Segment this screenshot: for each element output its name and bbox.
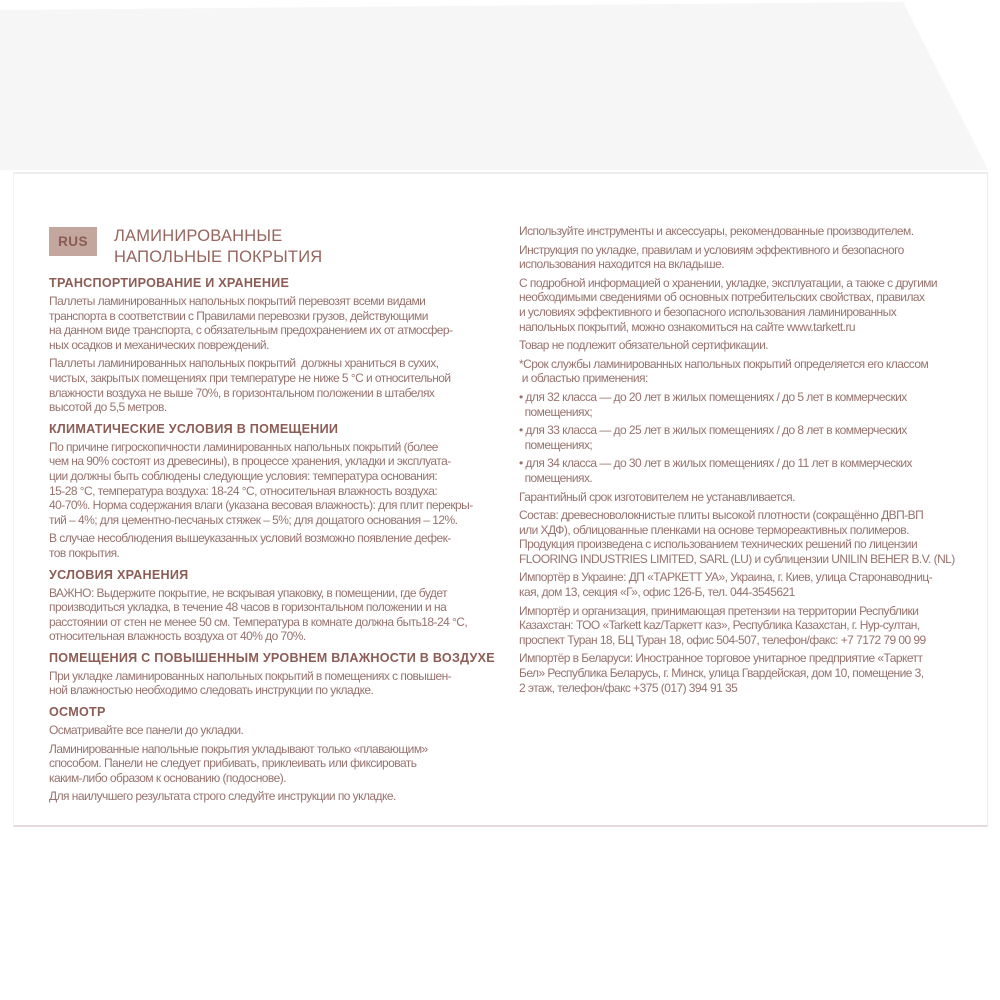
- text-line: расстоянии от стен не менее 50 см. Температура в комнате должна быть18-24 °С,: [49, 614, 468, 629]
- text-line: Казахстан: ТОО «Tarkett kaz/Таркетт каз», Республика Казахстан, г. Нур-султан,: [519, 618, 920, 633]
- paragraph: [519, 243, 974, 272]
- paragraph: [519, 224, 974, 239]
- text-line: Импортёр и организация, принимающая претензии на территории Республики: [519, 603, 919, 618]
- text-line: помещениях;: [519, 437, 593, 452]
- text-line: кая, дом 13, секция «Г», офис 126-Б, тел. 044-3545621: [519, 585, 795, 600]
- paragraph: [49, 531, 499, 560]
- text-line: ной влажностью необходимо следовать инструкции по укладке.: [49, 683, 374, 698]
- text-line: транспорта в соответствии с Правилами перевозки грузов, действующими: [49, 308, 428, 323]
- text-line: Используйте инструменты и аксессуары, рекомендованные производителем.: [519, 224, 914, 238]
- left-column: [49, 226, 499, 808]
- paragraph: [519, 338, 974, 353]
- document-page: [13, 172, 988, 827]
- text-line: Осматривайте все панели до укладки.: [49, 723, 244, 738]
- text-line: Товар не подлежит обязательной сертификации.: [519, 338, 769, 353]
- text-line: относительная влажность воздуха от 40% до 70%.: [49, 629, 306, 644]
- paragraph: [519, 651, 974, 695]
- text-line: тов покрытия.: [49, 545, 120, 560]
- text-line: помещениях.: [519, 470, 593, 485]
- text-line: чем на 90% состоят из древесины), в процессе хранения, укладки и эксплуата-: [49, 454, 451, 469]
- document-title: [114, 226, 322, 267]
- paragraph: [49, 742, 499, 786]
- text-line: FLOORING INDUSTRIES LIMITED, SARL (LU) и сублицензии UNILIN BEHER B.V. (NL): [519, 551, 955, 566]
- text-line: Импортёр в Украине: ДП «ТАРКЕТТ УА», Украина, г. Киев, улица Старонаводниц-: [519, 570, 933, 585]
- text-line: Паллеты ламинированных напольных покрытий перевозят всеми видами: [49, 294, 426, 308]
- paragraph: [49, 356, 499, 414]
- text-line: влажности воздуха не выше 70%, в горизонтальном положении в штабелях: [49, 385, 435, 400]
- paragraph: [519, 570, 974, 599]
- paragraph: [49, 723, 499, 738]
- text-line: С подробной информацией о хранении, укладке, эксплуатации, а также с другими: [519, 275, 938, 290]
- right-column-blocks: [519, 224, 974, 695]
- document-header: [49, 226, 499, 267]
- text-line: Продукция произведена с использованием технических решений по лицензии: [519, 537, 918, 552]
- text-line: 15-28 °С, температура воздуха: 18-24 °С, относительная влажность воздуха:: [49, 483, 438, 498]
- paragraph: [519, 357, 974, 386]
- text-line: помещениях;: [519, 404, 593, 419]
- paragraph: [519, 390, 974, 419]
- text-line: использования находится на вкладыше.: [519, 257, 724, 272]
- text-line: 40-70%. Норма содержания влаги (указана весовая влажность): для плит перекры-: [49, 498, 473, 513]
- text-line: *Срок службы ламинированных напольных покрытий определяется его классом: [519, 356, 929, 371]
- text-line: чистых, закрытых помещениях при температуре не ниже 5 °С и относительной: [49, 370, 451, 385]
- text-line: • для 34 класса — до 30 лет в жилых помещениях / до 11 лет в коммерческих: [519, 456, 912, 471]
- section-heading: УСЛОВИЯ ХРАНЕНИЯ: [49, 567, 189, 582]
- text-line: Импортёр в Беларуси: Иностранное торговое унитарное предприятие «Таркетт: [519, 651, 923, 666]
- section-heading: ПОМЕЩЕНИЯ С ПОВЫШЕННЫМ УРОВНЕМ ВЛАЖНОСТИ В ВОЗДУХЕ: [49, 650, 495, 665]
- text-line: 2 этаж, телефон/факс +375 (017) 394 91 35: [519, 680, 738, 695]
- text-line: каким-либо образом к основанию (подоснове).: [49, 770, 286, 785]
- paragraph: [519, 508, 974, 566]
- text-line: на данном виде транспорта, с обязательным предохранением их от атмосфер-: [49, 323, 453, 338]
- text-line: ции должны быть соблюдены следующие условия: температура основания:: [49, 468, 438, 483]
- paragraph: [519, 423, 974, 452]
- paragraph: [49, 789, 499, 804]
- text-line: способом. Панели не следует прибивать, приклеивать или фиксировать: [49, 756, 417, 771]
- text-line: или ХДФ), облицованные пленками на основе термореактивных полимеров.: [519, 522, 909, 537]
- text-line: • для 33 класса — до 25 лет в жилых помещениях / до 8 лет в коммерческих: [519, 423, 907, 438]
- text-line: проспект Туран 18, БЦ Туран 18, офис 504-507, телефон/факс: +7 7172 79 00 99: [519, 632, 926, 647]
- text-line: и условиях эффективного и безопасного использования ламинированных: [519, 304, 897, 319]
- paragraph: [49, 294, 499, 352]
- text-line: ных осадков и механических повреждений.: [49, 337, 269, 352]
- paragraph: [49, 440, 499, 528]
- right-column: [519, 224, 974, 699]
- text-line: ВАЖНО: Выдержите покрытие, не вскрывая упаковку, в помещении, где будет: [49, 585, 448, 600]
- language-badge: RUS: [49, 227, 97, 256]
- section-heading: ОСМОТР: [49, 705, 106, 720]
- text-line: При укладке ламинированных напольных покрытий в помещениях с повышен-: [49, 668, 452, 683]
- text-line: В случае несоблюдения вышеуказанных условий возможно появление дефек-: [49, 531, 451, 546]
- text-line: По причине гигроскопичности ламинированных напольных покрытий (более: [49, 439, 438, 454]
- left-column-blocks: [49, 276, 499, 804]
- section-heading: ТРАНСПОРТИРОВАНИЕ И ХРАНЕНИЕ: [49, 276, 290, 290]
- text-line: Состав: древесноволокнистые плиты высокой плотности (сокращённо ДВП-ВП: [519, 508, 924, 523]
- text-line: Гарантийный срок изготовителем не устанавливается.: [519, 489, 795, 504]
- text-line: и областью применения:: [519, 371, 648, 386]
- text-line: Ламинированные напольные покрытия укладывают только «плавающим»: [49, 741, 428, 756]
- paragraph: [519, 604, 974, 648]
- text-line: тий – 4%; для цементно-песчаных стяжек – 5%; для дощатого основания – 12%.: [49, 512, 458, 527]
- text-line: напольных покрытий, можно ознакомиться на сайте www.tarkett.ru: [519, 319, 856, 334]
- section-heading: КЛИМАТИЧЕСКИЕ УСЛОВИЯ В ПОМЕЩЕНИИ: [49, 421, 339, 436]
- paragraph: [49, 669, 499, 698]
- document-title-line: НАПОЛЬНЫЕ ПОКРЫТИЯ: [114, 247, 323, 266]
- document-title-line: ЛАМИНИРОВАННЫЕ: [114, 227, 283, 245]
- text-line: высотой до 5,5 метров.: [49, 400, 167, 415]
- rotated-sheet-shadow: [0, 0, 1000, 172]
- paragraph: [49, 586, 499, 644]
- text-line: • для 32 класса — до 20 лет в жилых помещениях / до 5 лет в коммерческих: [519, 389, 907, 404]
- text-line: Бел» Республика Беларусь, г. Минск, улица Гвардейская, дом 10, помещение 3,: [519, 666, 924, 681]
- text-line: производиться укладка, в течение 48 часов в горизонтальном положении и на: [49, 600, 447, 615]
- text-line: Инструкция по укладке, правилам и условиям эффективного и безопасного: [519, 242, 904, 257]
- text-line: Паллеты ламинированных напольных покрытий должны храниться в сухих,: [49, 356, 439, 371]
- text-line: необходимыми сведениями об основных потребительских свойствах, правилах: [519, 290, 925, 305]
- paragraph: [519, 456, 974, 485]
- paragraph: [519, 276, 974, 334]
- text-line: Для наилучшего результата строго следуйте инструкции по укладке.: [49, 789, 396, 804]
- paragraph: [519, 490, 974, 505]
